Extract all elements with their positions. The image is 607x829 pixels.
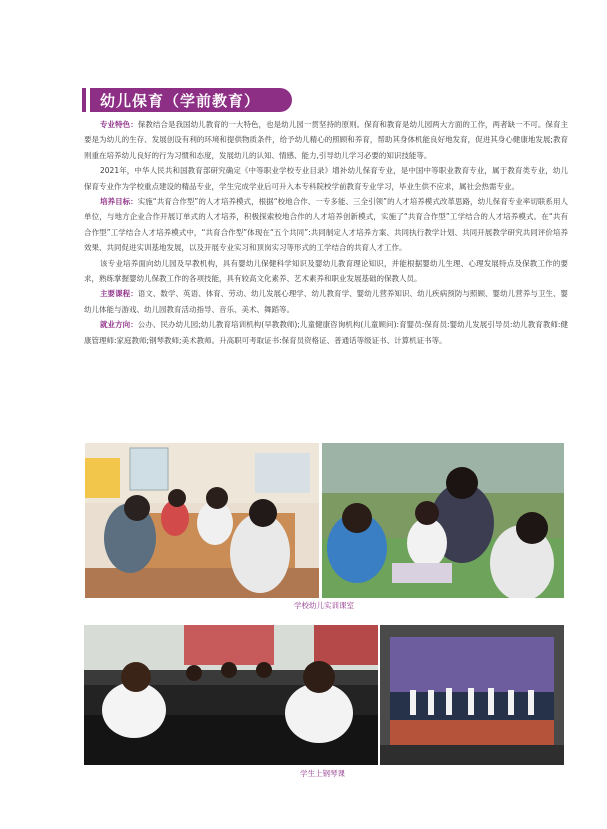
- text-orientation: 该专业培养面向幼儿园及早教机构，具有婴幼儿保健科学知识及婴幼儿教育理论知识，并能根据婴幼儿生理、心理发展特点及保教工作的要求，熟练掌握婴幼儿保教工作的各项技能，具有较高文化素养、艺术素养和职业发展基础的保教人员。: [84, 258, 568, 284]
- label-goal: 培养目标：: [100, 197, 138, 207]
- photo-piano-class-right: [380, 625, 564, 765]
- photo-training-room-left: [85, 443, 319, 598]
- photo-training-room-right: [322, 443, 564, 598]
- paragraph-orientation: [84, 256, 568, 287]
- paragraph-courses: [84, 286, 568, 317]
- text-courses: 语文、数学、英语、体育、劳动、幼儿发展心理学、幼儿教育学、婴幼儿营养知识、幼儿疾病预防与照顾、婴幼儿营养与卫生、婴幼儿体能与游戏、幼儿园教育活动指导、音乐、美术、舞蹈等。: [84, 289, 569, 314]
- text-goal: 实施“共育合作型”的人才培养模式，根据“校地合作、一专多能、三全引领”的人才培养模式改革思路，幼儿保育专业率切联系用人单位，与地方企业合作开展订单式的人才培养，积极探索校地合作的人才培养创新模式，实施了“共育合作型”工学结合的人才培养模式。在“共有合作型”工学结合人才培养模式中，“共育合作型”体现在“五个共同”:共同制定人才培养方案、共同执行教学计划、共同开展教学研究共同评价培养效果、共同促进实训基地发展，以及开展专业实习和顶岗实习等形式的工学结合的共育人才工作。: [84, 197, 569, 253]
- text-careers: 公办、民办幼儿园;幼儿教育培训机构(早教教师);儿童健康咨询机构(儿童顾问):育婴员:保育员:婴幼儿发展引导员:幼儿教育教师:健康管理师:家庭教师;钢琴教师;美术教师。升高职可考取证书:保育员资格证、普通话等级证书、计算机证书等。: [84, 320, 569, 345]
- text-specialty: 保教结合是我国幼儿教育的一大特色，也是幼儿园一贯坚持的原则。保育和教育是幼儿园两大方面的工作，两者缺一不可。保育主要是为幼儿的生存、发展创设有利的环境和提供物质条件，给予幼儿精心的照顾和养育，帮助其身体机能良好地发育，促进其身心健康地发展;教育则重在培养幼儿良好的行为习惯和态度，发展幼儿的认知、情感、能力,引导幼儿学习必要的知识技能等。: [84, 120, 569, 160]
- caption-piano-class: 学生上钢琴课: [300, 769, 345, 778]
- paragraph-2021: [84, 163, 568, 194]
- title-accent-bar: [82, 88, 86, 112]
- paragraph-specialty: [84, 117, 568, 163]
- photo-piano-class-left: [84, 625, 378, 765]
- label-specialty: 专业特色：: [100, 120, 138, 129]
- text-2021: 2021年，中华人民共和国教育部研究确定《中等职业学校专业目录》增补幼儿保育专业，是中国中等职业教育专业，属于教育类专业，幼儿保育专业作为学校重点建设的精品专业，学生完成学业后可升入本专科院校学前教育专业学习，毕业生供不应求，属社会热需专业。: [84, 166, 568, 191]
- label-courses: 主要课程：: [100, 289, 138, 299]
- section-title-banner: [82, 88, 297, 112]
- article-body: [84, 117, 568, 348]
- caption-training-room: 学校幼儿实训课室: [294, 601, 354, 610]
- section-title: 幼儿保育（学前教育）: [100, 92, 261, 110]
- paragraph-careers: [84, 317, 568, 348]
- label-careers: 就业方向：: [100, 320, 138, 330]
- paragraph-goal: [84, 194, 568, 256]
